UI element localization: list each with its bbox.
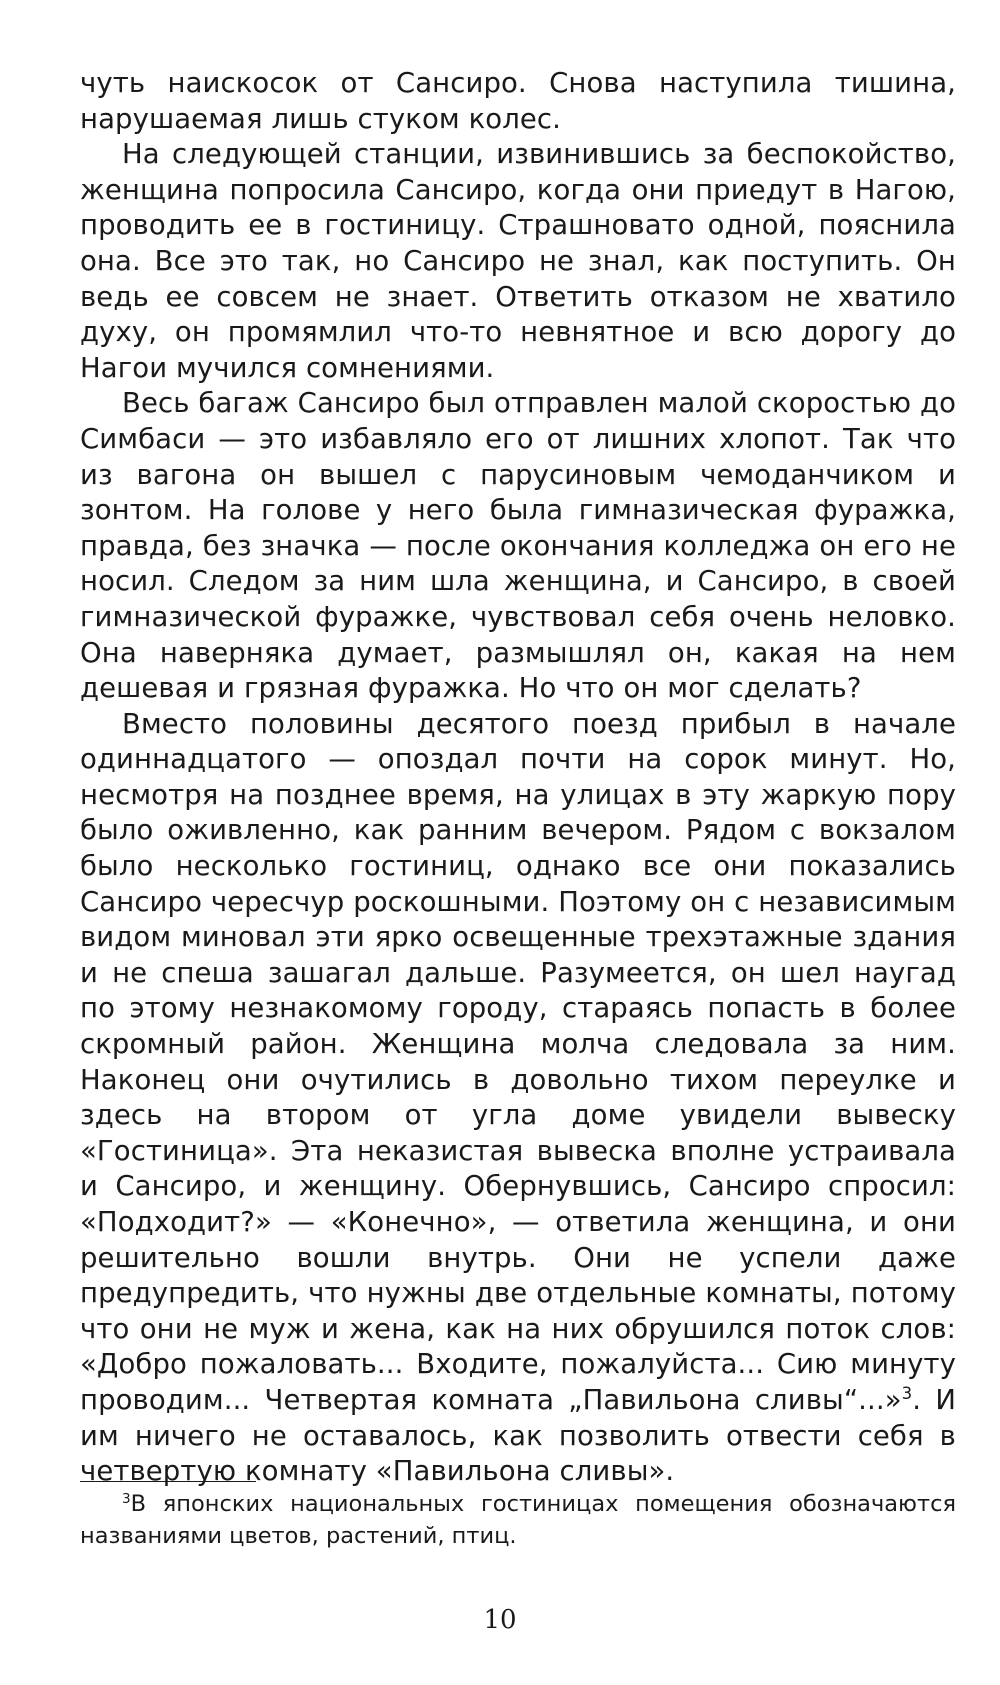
footnote-text: В японских национальных гостиницах помещения обозначаются названиями цветов, растений, птиц. bbox=[80, 1491, 956, 1549]
paragraph-tail: . И им ничего не оставалось, как позволить отвести себя в четвертую комнату «Павильона сливы». bbox=[80, 1383, 957, 1488]
footnote-reference: 3 bbox=[901, 1384, 913, 1404]
paragraph-text: Вместо половины десятого поезд прибыл в начале одиннадцатого — опоздал почти на сорок минут. Но, несмотря на позднее время, на улицах в эту жаркую пору было оживленно, как ранним вечером. Рядом с вокзалом было несколько гостиниц, однако все они показались Сансиро чересчур роскошными. Поэтому он с независимым видом миновал эти ярко освещенные трехэтажные здания и не спеша зашагал дальше. Разумеется, он шел наугад по этому незнакомому городу, стараясь попасть в более скромный район. Женщина молча следовала за ним. Наконец они очутились в довольно тихом переулке и здесь на втором от угла доме увидели вывеску «Гостиница». Эта неказистая вывеска вполне устраивала и Сансиро, и женщину. Обернувшись, Сансиро спросил: «Подходит?» — «Конечно», — ответила женщина, и они решительно вошли внутрь. Они не успели даже предупредить, что нужны две отдельные комнаты, потому что они не муж и жена, как на них обрушился поток слов: «Добро пожаловать... Входите, пожалуйста... Сию минуту проводим... Четвертая комната „Павильона сливы“...» bbox=[80, 707, 956, 1416]
footnote-divider bbox=[80, 1481, 256, 1482]
page-number: 10 bbox=[483, 1605, 517, 1635]
footnote-mark: 3 bbox=[122, 1490, 131, 1507]
paragraph: На следующей станции, извинившись за беспокойство, женщина попросила Сансиро, когда они приедут в Нагою, проводить ее в гостиницу. Страшновато одной, пояснила она. Все это так, но Сансиро не знал, как поступить. Он ведь ее совсем не знает. Ответить отказом не хватило духу, он промямлил что-то невнятное и всю дорогу до Нагои мучился сомнениями. bbox=[80, 138, 956, 384]
paragraph bbox=[80, 707, 956, 1490]
footnote bbox=[80, 1488, 956, 1552]
paragraph: Весь багаж Сансиро был отправлен малой скоростью до Симбаси — это избавляло его от лишних хлопот. Так что из вагона он вышел с парусиновым чемоданчиком и зонтом. На голове у него была гимназическая фуражка, правда, без значка — после окончания колледжа он его не носил. Следом за ним шла женщина, и Сансиро, в своей гимназической фуражке, чувствовал себя очень неловко. Она наверняка думает, размышлял он, какая на нем дешевая и грязная фуражка. Но что он мог сделать? bbox=[80, 387, 956, 705]
paragraph-continued: чуть наискосок от Сансиро. Снова наступила тишина, нарушаемая лишь стуком колес. bbox=[80, 67, 956, 135]
body-text bbox=[80, 66, 956, 1490]
